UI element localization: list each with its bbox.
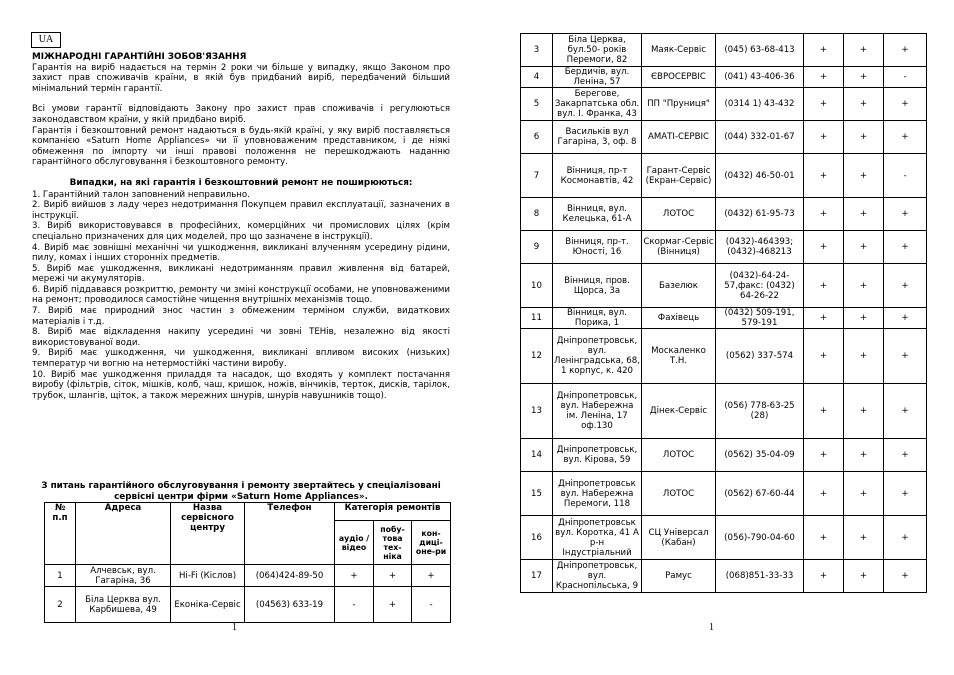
row-address: Берегове, Закарпатська обл. вул. І. Франка, 43: [553, 88, 642, 121]
exclusion-item: 2. Виріб вийшов з ладу через недотримання Покупцем правил експлуатації, зазначених в інструкції.: [32, 200, 450, 221]
row-air-conditioners: +: [884, 264, 927, 308]
table-row: [521, 264, 927, 308]
row-address: Дніпропетровськ вул. Коротка, 41 А р-н Індустріальний: [553, 516, 642, 560]
row-number: 9: [521, 231, 553, 264]
exclusion-item: 1. Гарантійний талон заповнений неправильно.: [32, 189, 250, 200]
row-household: +: [844, 264, 884, 308]
row-address: Дніпропетровськ, вул. Ленінградська, 68, 1 корпус, к. 420: [553, 329, 642, 384]
exclusion-item: 4. Виріб має зовнішні механічні чи ушкодження, викликані влученням усередину рідини, пилу, комах і інших сторонніх предметів.: [32, 242, 450, 264]
exclusion-item: 7. Виріб має природний знос частин з обмеженим терміном служби, видаткових матеріалів і т.д.: [32, 306, 450, 327]
table-row: [521, 198, 927, 231]
row-household: +: [844, 308, 884, 329]
row-address: Вінниця, пров. Щорса, 3а: [553, 264, 642, 308]
row-number: 17: [521, 560, 553, 593]
row-audio-video: +: [804, 34, 844, 67]
row-household: +: [844, 231, 884, 264]
table-row: [521, 472, 927, 516]
row-center-name: ЄВРОСЕРВІС: [642, 67, 716, 88]
row-air-conditioners: +: [884, 34, 927, 67]
row-center-name: Скормаг-Сервіс (Вінниця): [642, 231, 716, 264]
row-air-conditioners: +: [412, 565, 451, 587]
row-audio-video: +: [804, 384, 844, 439]
row-household: +: [844, 67, 884, 88]
row-phone: (0432)-64-24-57,факс: (0432) 64-26-22: [716, 264, 804, 308]
row-phone: (0562) 67-60-44: [716, 472, 804, 516]
row-address: Вінниця, вул. Порика, 1: [553, 308, 642, 329]
table-row: [521, 154, 927, 198]
row-phone: (0432) 509-191, 579-191: [716, 308, 804, 329]
row-center-name: СЦ Універсал (Кабан): [642, 516, 716, 560]
row-household: +: [374, 565, 412, 587]
row-audio-video: +: [804, 439, 844, 472]
row-household: +: [844, 560, 884, 593]
row-number: 3: [521, 34, 553, 67]
exclusion-item: 5. Виріб має ушкодження, викликані недотриманням правил живлення від батарей, мережі чи акумуляторів.: [32, 263, 450, 285]
row-audio-video: +: [804, 67, 844, 88]
row-audio-video: +: [804, 472, 844, 516]
row-address: Алчевськ, вул. Гагаріна, 36: [76, 565, 171, 587]
row-phone: (064)424-89-50: [245, 565, 335, 587]
row-household: +: [374, 587, 412, 623]
table-row: [521, 439, 927, 472]
intro-paragraph: Гарантія на виріб надається на термін 2 роки чи більше у випадку, якщо Законом про захист прав споживачів країни, в якій був придбаний виріб, передбачений більший мінімальний термін гарантії.: [32, 62, 450, 94]
row-address: Дніпропетровськ вул. Набережна Перемоги, 118: [553, 472, 642, 516]
row-household: +: [844, 88, 884, 121]
row-number: 13: [521, 384, 553, 439]
exclusion-item: 10. Виріб має ушкодження приладдя та насадок, що входять у комплект постачання виробу (фільтрів, сіток, мішків, колб, чаш, кришок, ножів, вінчиків, терток, дисків, тарілок, трубок, шлангів, щіток, а також мережних шнурів, шнурів навушників тощо).: [32, 369, 450, 401]
page-number: 1: [709, 622, 714, 633]
header-audio-video: аудіо / відео: [335, 521, 374, 565]
service-centers-table: [44, 502, 451, 623]
row-audio-video: +: [804, 198, 844, 231]
row-address: Біла Церква вул. Карбишева, 49: [76, 587, 171, 623]
row-number: 15: [521, 472, 553, 516]
table-row: [521, 67, 927, 88]
header-phone: Телефон: [245, 503, 335, 565]
row-address: Біла Церква, бул.50- років Перемоги, 82: [553, 34, 642, 67]
row-center-name: Дінек-Сервіс: [642, 384, 716, 439]
table-row: [521, 308, 927, 329]
row-address: Бердичів, вул. Леніна, 57: [553, 67, 642, 88]
row-phone: (056)-790-04-60: [716, 516, 804, 560]
row-phone: (0562) 337-574: [716, 329, 804, 384]
row-air-conditioners: +: [884, 472, 927, 516]
table-row: [521, 516, 927, 560]
row-center-name: АМАТІ-СЕРВІС: [642, 121, 716, 154]
row-household: +: [844, 439, 884, 472]
row-air-conditioners: -: [884, 67, 927, 88]
exclusion-item: 8. Виріб має відкладення накипу усередині чи зовні ТЕНів, незалежно від якості використовуваної води.: [32, 327, 450, 348]
header-address: Адреса: [76, 503, 171, 565]
table-row: [521, 88, 927, 121]
row-center-name: Еконіка-Сервіс: [171, 587, 245, 623]
row-phone: (045) 63-68-413: [716, 34, 804, 67]
row-air-conditioners: -: [412, 587, 451, 623]
row-address: Вінниця, вул. Келецька, 61-А: [553, 198, 642, 231]
row-household: +: [844, 34, 884, 67]
service-centers-table-continued: [520, 33, 927, 593]
row-number: 4: [521, 67, 553, 88]
language-label: UA: [31, 32, 61, 48]
table-row: [45, 565, 451, 587]
row-audio-video: +: [804, 154, 844, 198]
row-phone: (0432) 46-50-01: [716, 154, 804, 198]
row-air-conditioners: +: [884, 198, 927, 231]
row-audio-video: +: [804, 231, 844, 264]
row-audio-video: +: [804, 560, 844, 593]
row-phone: (04563) 633-19: [245, 587, 335, 623]
row-phone: (068)851-33-33: [716, 560, 804, 593]
row-center-name: ЛОТОС: [642, 198, 716, 231]
table-row: [521, 384, 927, 439]
row-phone: (0432) 61-95-73: [716, 198, 804, 231]
header-number: № п.п: [45, 503, 76, 565]
row-phone: (044) 332-01-67: [716, 121, 804, 154]
row-air-conditioners: +: [884, 329, 927, 384]
row-center-name: ЛОТОС: [642, 439, 716, 472]
header-air-conditioners: кон-диці-оне-ри: [412, 521, 451, 565]
row-air-conditioners: +: [884, 308, 927, 329]
row-number: 10: [521, 264, 553, 308]
row-number: 8: [521, 198, 553, 231]
exclusions-title: Випадки, на які гарантія і безкоштовний ремонт не поширюються:: [69, 177, 413, 188]
table-row: [521, 34, 927, 67]
row-address: Вінниця, пр-т. Юності, 16: [553, 231, 642, 264]
row-phone: (0432)-464393; (0432)-468213: [716, 231, 804, 264]
table-row: [521, 329, 927, 384]
intro-paragraph: Всі умови гарантії відповідають Закону про захист прав споживачів і регулюються законодавством країни, у якій придбано виріб.: [32, 104, 450, 125]
row-address: Дніпропетровськ, вул. Кірова, 59: [553, 439, 642, 472]
table-row: [521, 231, 927, 264]
exclusion-item: 3. Виріб використовувався в професійних, комерційних чи промислових цілях (крім спеціально призначених для цих моделей, про що зазначене в інструкції).: [32, 221, 450, 242]
row-phone: (0314 1) 43-432: [716, 88, 804, 121]
table-row: [521, 560, 927, 593]
row-address: Вінниця, пр-т Космонавтів, 42: [553, 154, 642, 198]
table-row: [521, 121, 927, 154]
row-address: Васильків вул Гагаріна, 3, оф. 8: [553, 121, 642, 154]
row-address: Дніпропетровськ, вул. Набережна ім. Леніна, 17 оф.130: [553, 384, 642, 439]
exclusion-item: 6. Виріб піддавався розкриттю, ремонту чи зміні конструкції особами, не уповноваженими на ремонт; проводилося самостійне чищення внутрішніх механізмів тощо.: [32, 284, 450, 306]
row-center-name: Рамус: [642, 560, 716, 593]
row-audio-video: +: [804, 88, 844, 121]
row-air-conditioners: +: [884, 560, 927, 593]
row-audio-video: +: [804, 121, 844, 154]
row-phone: (056) 778-63-25 (28): [716, 384, 804, 439]
intro-paragraph: Гарантія і безкоштовний ремонт надаються в будь-якій країні, у яку виріб поставляється компанією «Saturn Home Appliances» чи її уповноваженим представником, і де ніякі обмеження по імпорту чи інші правові положення не перешкоджають наданню гарантійного обслуговування і безкоштовного ремонту.: [32, 125, 450, 168]
row-address: Дніпропетровськ, вул. Краснопільська, 9: [553, 560, 642, 593]
row-center-name: Базелюк: [642, 264, 716, 308]
row-air-conditioners: +: [884, 516, 927, 560]
row-center-name: ЛОТОС: [642, 472, 716, 516]
row-number: 7: [521, 154, 553, 198]
row-number: 6: [521, 121, 553, 154]
row-air-conditioners: +: [884, 439, 927, 472]
warranty-title: МІЖНАРОДНІ ГАРАНТІЙНІ ЗОБОВ'ЯЗАННЯ: [32, 52, 247, 62]
row-audio-video: +: [804, 308, 844, 329]
row-center-name: Москаленко Т.Н.: [642, 329, 716, 384]
row-number: 11: [521, 308, 553, 329]
row-center-name: ПП "Пруниця": [642, 88, 716, 121]
row-phone: (0562) 35-04-09: [716, 439, 804, 472]
row-number: 14: [521, 439, 553, 472]
row-household: +: [844, 384, 884, 439]
row-audio-video: +: [804, 516, 844, 560]
row-household: +: [844, 121, 884, 154]
exclusion-item: 9. Виріб має ушкодження, чи ушкодження, викликані впливом високих (низьких) температур чи вогню на нетермостійкі частини виробу.: [32, 348, 450, 370]
row-household: +: [844, 329, 884, 384]
row-household: +: [844, 154, 884, 198]
row-air-conditioners: +: [884, 231, 927, 264]
header-household: побу-това тех-ніка: [374, 521, 412, 565]
warranty-text: [32, 52, 450, 401]
row-air-conditioners: +: [884, 121, 927, 154]
header-category: Категорія ремонтів: [335, 503, 451, 521]
row-air-conditioners: +: [884, 384, 927, 439]
row-audio-video: +: [335, 565, 374, 587]
row-phone: (041) 43-406-36: [716, 67, 804, 88]
page-number: 1: [232, 622, 237, 633]
row-center-name: Маяк-Сервіс: [642, 34, 716, 67]
row-audio-video: +: [804, 264, 844, 308]
row-number: 2: [45, 587, 76, 623]
row-number: 16: [521, 516, 553, 560]
row-number: 1: [45, 565, 76, 587]
service-centers-header: З питань гарантійного обслуговування і ремонту звертайтесь у спеціалізовані сервісні центри фірми «Saturn Home Appliances».: [41, 481, 441, 502]
row-audio-video: +: [804, 329, 844, 384]
row-household: +: [844, 472, 884, 516]
row-household: +: [844, 198, 884, 231]
row-center-name: Гарант-Сервіс (Екран-Сервіс): [642, 154, 716, 198]
row-number: 5: [521, 88, 553, 121]
row-household: +: [844, 516, 884, 560]
row-audio-video: -: [335, 587, 374, 623]
row-center-name: Фахівець: [642, 308, 716, 329]
row-air-conditioners: +: [884, 88, 927, 121]
row-center-name: Hi-Fi (Кіслов): [171, 565, 245, 587]
header-center-name: Назва сервісного центру: [171, 503, 245, 565]
table-row: [45, 587, 451, 623]
row-air-conditioners: -: [884, 154, 927, 198]
row-number: 12: [521, 329, 553, 384]
